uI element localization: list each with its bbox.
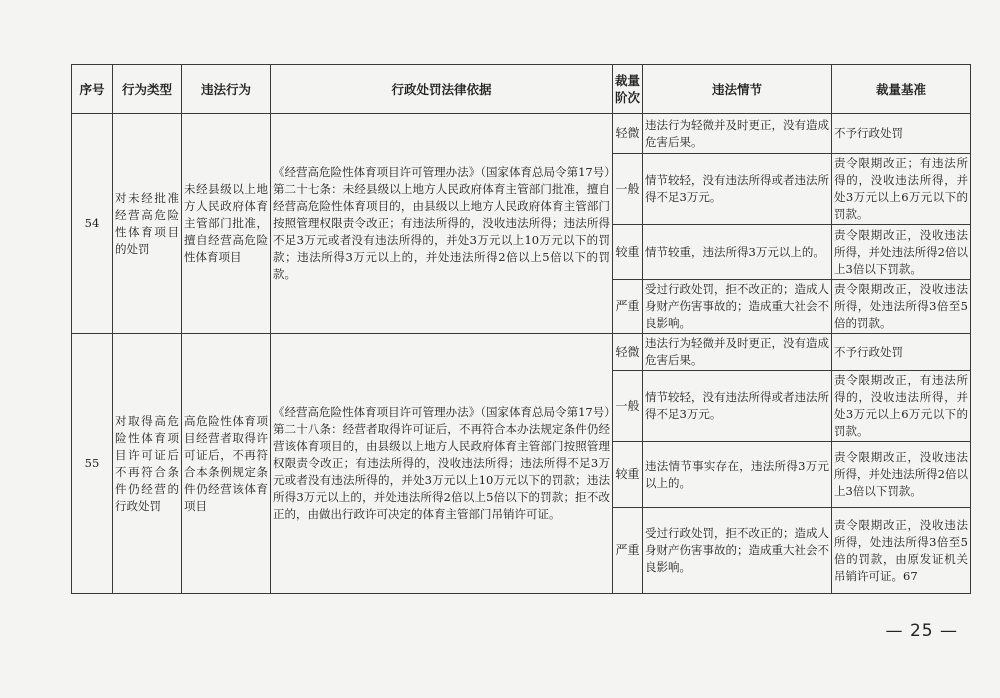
circumstance-cell: 违法行为轻微并及时更正，没有造成危害后果。 bbox=[643, 114, 832, 154]
penalty-table bbox=[71, 64, 971, 594]
standard-cell: 责令限期改正，有违法所得的，没收违法所得，并处3万元以上6万元以下的罚款。 bbox=[832, 371, 971, 442]
circumstance-cell: 受过行政处罚，拒不改正的；造成人身财产伤害事故的；造成重大社会不良影响。 bbox=[643, 508, 832, 594]
standard-cell: 责令限期改正，没收违法所得，处违法所得3倍至5倍的罚款。 bbox=[832, 280, 971, 334]
circumstance-cell: 违法情节事实存在，违法所得3万元以上的。 bbox=[643, 442, 832, 508]
circumstance-cell: 违法行为轻微并及时更正，没有造成危害后果。 bbox=[643, 334, 832, 371]
row-type: 对未经批准经营高危险性体育项目的处罚 bbox=[113, 114, 182, 334]
standard-cell: 责令限期改正，没收违法所得，并处违法所得2倍以上3倍以下罚款。 bbox=[832, 225, 971, 280]
standard-cell: 不予行政处罚 bbox=[832, 334, 971, 371]
row-act: 未经县级以上地方人民政府体育主管部门批准，擅自经营高危险性体育项目 bbox=[182, 114, 271, 334]
standard-cell: 责令限期改正，没收违法所得，处违法所得3倍至5倍的罚款，由原发证机关吊销许可证。67 bbox=[832, 508, 971, 594]
row-type: 对取得高危险性体育项目许可证后不再符合条件仍经营的行政处罚 bbox=[113, 334, 182, 594]
level-cell: 较重 bbox=[613, 225, 643, 280]
row-basis: 《经营高危险性体育项目许可管理办法》（国家体育总局令第17号）第二十七条：未经县级以上地方人民政府体育主管部门批准，擅自经营高危险性体育项目的，由县级以上地方人民政府体育主管部门按照管理权限责令改正；有违法所得的，没收违法所得；违法所得不足3万元或者没有违法所得的，并处3万元以上10万元以下的罚款；违法所得3万元以上的，并处违法所得2倍以上5倍以下的罚款。 bbox=[271, 114, 613, 334]
circumstance-cell: 情节较重，违法所得3万元以上的。 bbox=[643, 225, 832, 280]
row-basis: 《经营高危险性体育项目许可管理办法》（国家体育总局令第17号）第二十八条：经营者取得许可证后，不再符合本办法规定条件仍经营该体育项目的，由县级以上地方人民政府体育主管部门按照管理权限责令改正；有违法所得的，没收违法所得；违法所得不足3万元或者没有违法所得的，并处3万元以上10万元以下的罚款；违法所得3万元以上的，并处违法所得2倍以上5倍以下的罚款；拒不改正的，由做出行政许可决定的体育主管部门吊销许可证。 bbox=[271, 334, 613, 594]
header-standard: 裁量基准 bbox=[832, 65, 971, 114]
table-row bbox=[72, 334, 971, 371]
header-level: 裁量阶次 bbox=[613, 65, 643, 114]
page-number: — 25 — bbox=[885, 621, 958, 641]
header-type: 行为类型 bbox=[113, 65, 182, 114]
header-circumstance: 违法情节 bbox=[643, 65, 832, 114]
table-row bbox=[72, 114, 971, 154]
row-no: 55 bbox=[72, 334, 113, 594]
standard-cell: 不予行政处罚 bbox=[832, 114, 971, 154]
circumstance-cell: 情节较轻，没有违法所得或者违法所得不足3万元。 bbox=[643, 154, 832, 225]
level-cell: 严重 bbox=[613, 280, 643, 334]
row-act: 高危险性体育项目经营者取得许可证后，不再符合本条例规定条件仍经营该体育项目 bbox=[182, 334, 271, 594]
header-no: 序号 bbox=[72, 65, 113, 114]
header-row bbox=[72, 65, 971, 114]
level-cell: 轻微 bbox=[613, 334, 643, 371]
standard-cell: 责令限期改正，没收违法所得，并处违法所得2倍以上3倍以下罚款。 bbox=[832, 442, 971, 508]
level-cell: 严重 bbox=[613, 508, 643, 594]
level-cell: 较重 bbox=[613, 442, 643, 508]
level-cell: 一般 bbox=[613, 371, 643, 442]
circumstance-cell: 情节较轻，没有违法所得或者违法所得不足3万元。 bbox=[643, 371, 832, 442]
circumstance-cell: 受过行政处罚，拒不改正的；造成人身财产伤害事故的；造成重大社会不良影响。 bbox=[643, 280, 832, 334]
header-act: 违法行为 bbox=[182, 65, 271, 114]
level-cell: 轻微 bbox=[613, 114, 643, 154]
standard-cell: 责令限期改正；有违法所得的，没收违法所得，并处3万元以上6万元以下的罚款。 bbox=[832, 154, 971, 225]
header-basis: 行政处罚法律依据 bbox=[271, 65, 613, 114]
row-no: 54 bbox=[72, 114, 113, 334]
level-cell: 一般 bbox=[613, 154, 643, 225]
